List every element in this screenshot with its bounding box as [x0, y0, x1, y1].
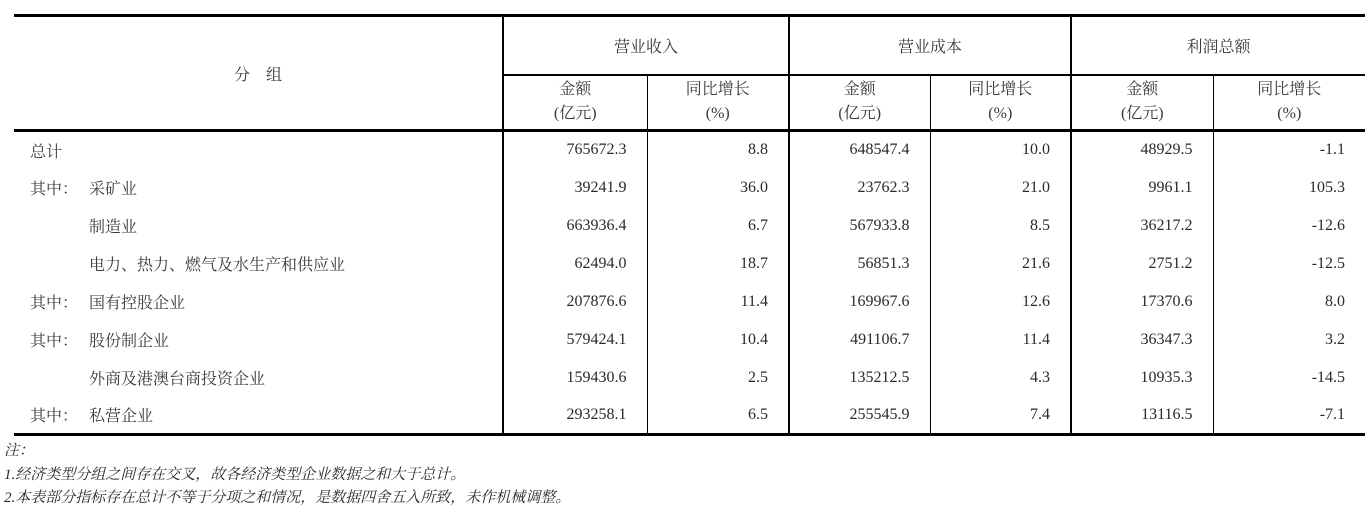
- column-group-profit: 利润总额: [1071, 16, 1365, 75]
- revenue-growth-cell: 11.4: [647, 283, 789, 321]
- cost-amount-cell: 169967.6: [789, 283, 930, 321]
- profit-growth-cell: 8.0: [1213, 283, 1365, 321]
- table-row-private: [14, 397, 1365, 435]
- row-label-name: 电力、热力、燃气及水生产和供应业: [89, 257, 346, 274]
- table-row-total: [14, 131, 1365, 169]
- footnote-item-1: 1.经济类型分组之间存在交叉，故各经济类型企业数据之和大于总计。: [4, 466, 466, 483]
- cost-growth-cell: 11.4: [930, 321, 1071, 359]
- revenue-growth-cell: 6.5: [647, 397, 789, 435]
- cost-amount-cell: 23762.3: [789, 169, 930, 207]
- revenue-growth-cell: 10.4: [647, 321, 789, 359]
- table-row-joint-stock: [14, 321, 1365, 359]
- footnote-title: 注：: [4, 443, 35, 459]
- profit-amount-cell: 10935.3: [1071, 359, 1213, 397]
- revenue-growth-cell: 36.0: [647, 169, 789, 207]
- revenue-growth-cell: 2.5: [647, 359, 789, 397]
- cost-growth-cell: 4.3: [930, 359, 1071, 397]
- row-label-prefix: 其中：: [30, 408, 79, 426]
- subheader-growth-line1: 同比增长: [685, 81, 750, 99]
- row-label: [14, 283, 503, 321]
- row-label-name: 采矿业: [89, 181, 138, 198]
- row-label-name: 股份制企业: [89, 333, 170, 350]
- profit-amount-cell: 2751.2: [1071, 245, 1213, 283]
- industry-finance-table: [14, 14, 1365, 436]
- row-label-prefix: 其中：: [30, 295, 79, 312]
- cost-amount-cell: 491106.7: [789, 321, 930, 359]
- cost-amount-cell: 56851.3: [789, 245, 930, 283]
- subheader-amount-line1: 金额: [1126, 81, 1159, 99]
- row-label: [14, 207, 503, 245]
- cost-growth-cell: 21.6: [930, 245, 1071, 283]
- footnote-item-2: 2.本表部分指标存在总计不等于分项之和情况，是数据四舍五入所致，未作机械调整。: [4, 490, 571, 506]
- revenue-growth-cell: 6.7: [647, 207, 789, 245]
- row-label: [14, 321, 503, 359]
- subheader-amount-line2: (亿元): [838, 105, 882, 123]
- revenue-amount-cell: 159430.6: [503, 359, 647, 397]
- subheader-growth-line1: 同比增长: [968, 81, 1033, 99]
- row-label-name: 私营企业: [89, 408, 154, 426]
- subheader-profit-growth: [1213, 75, 1365, 131]
- row-label: [14, 245, 503, 283]
- cost-growth-cell: 12.6: [930, 283, 1071, 321]
- subheader-cost-amount: [789, 75, 930, 131]
- profit-amount-cell: 36217.2: [1071, 207, 1213, 245]
- cost-amount-cell: 567933.8: [789, 207, 930, 245]
- subheader-amount-line1: 金额: [843, 81, 876, 99]
- row-label: [14, 397, 503, 435]
- header-group-row: [14, 16, 1365, 75]
- table-row-manufacturing: [14, 207, 1365, 245]
- row-label-name: 外商及港澳台商投资企业: [89, 371, 266, 388]
- footnotes: [4, 440, 1365, 511]
- profit-growth-cell: -12.5: [1213, 245, 1365, 283]
- revenue-amount-cell: 579424.1: [503, 321, 647, 359]
- profit-amount-cell: 17370.6: [1071, 283, 1213, 321]
- revenue-growth-cell: 18.7: [647, 245, 789, 283]
- row-label-name: 制造业: [89, 219, 138, 236]
- row-label-prefix: 总计: [30, 143, 63, 161]
- row-label-prefix: 其中：: [30, 333, 79, 350]
- revenue-amount-cell: 663936.4: [503, 207, 647, 245]
- row-label: [14, 359, 503, 397]
- revenue-amount-cell: 765672.3: [503, 131, 647, 169]
- column-group-revenue: 营业收入: [503, 16, 789, 75]
- cost-growth-cell: 10.0: [930, 131, 1071, 169]
- subheader-amount-line1: 金额: [559, 81, 592, 99]
- subheader-revenue-growth: [647, 75, 789, 131]
- subheader-cost-growth: [930, 75, 1071, 131]
- group-column-header: 分 组: [14, 16, 503, 131]
- row-label-name: 国有控股企业: [89, 295, 186, 312]
- profit-amount-cell: 36347.3: [1071, 321, 1213, 359]
- cost-growth-cell: 21.0: [930, 169, 1071, 207]
- row-label: [14, 131, 503, 169]
- revenue-amount-cell: 293258.1: [503, 397, 647, 435]
- table-row-foreign-invested: [14, 359, 1365, 397]
- profit-growth-cell: -14.5: [1213, 359, 1365, 397]
- table-row-utilities: [14, 245, 1365, 283]
- subheader-amount-line2: (亿元): [553, 105, 597, 123]
- profit-growth-cell: 105.3: [1213, 169, 1365, 207]
- column-group-cost: 营业成本: [789, 16, 1071, 75]
- revenue-growth-cell: 8.8: [647, 131, 789, 169]
- revenue-amount-cell: 39241.9: [503, 169, 647, 207]
- subheader-profit-amount: [1071, 75, 1213, 131]
- profit-growth-cell: -12.6: [1213, 207, 1365, 245]
- subheader-amount-line2: (亿元): [1120, 105, 1164, 123]
- cost-amount-cell: 648547.4: [789, 131, 930, 169]
- cost-growth-cell: 7.4: [930, 397, 1071, 435]
- subheader-growth-line1: 同比增长: [1257, 81, 1322, 99]
- subheader-revenue-amount: [503, 75, 647, 131]
- row-label-prefix: 其中：: [30, 181, 79, 198]
- profit-growth-cell: 3.2: [1213, 321, 1365, 359]
- profit-growth-cell: -7.1: [1213, 397, 1365, 435]
- subheader-growth-line2: (%): [705, 105, 730, 123]
- table-row-state-holding: [14, 283, 1365, 321]
- subheader-growth-line2: (%): [1277, 105, 1302, 123]
- cost-amount-cell: 135212.5: [789, 359, 930, 397]
- cost-amount-cell: 255545.9: [789, 397, 930, 435]
- revenue-amount-cell: 62494.0: [503, 245, 647, 283]
- subheader-growth-line2: (%): [988, 105, 1013, 123]
- profit-amount-cell: 48929.5: [1071, 131, 1213, 169]
- table-row-mining: [14, 169, 1365, 207]
- row-label: [14, 169, 503, 207]
- profit-amount-cell: 9961.1: [1071, 169, 1213, 207]
- revenue-amount-cell: 207876.6: [503, 283, 647, 321]
- profit-growth-cell: -1.1: [1213, 131, 1365, 169]
- profit-amount-cell: 13116.5: [1071, 397, 1213, 435]
- cost-growth-cell: 8.5: [930, 207, 1071, 245]
